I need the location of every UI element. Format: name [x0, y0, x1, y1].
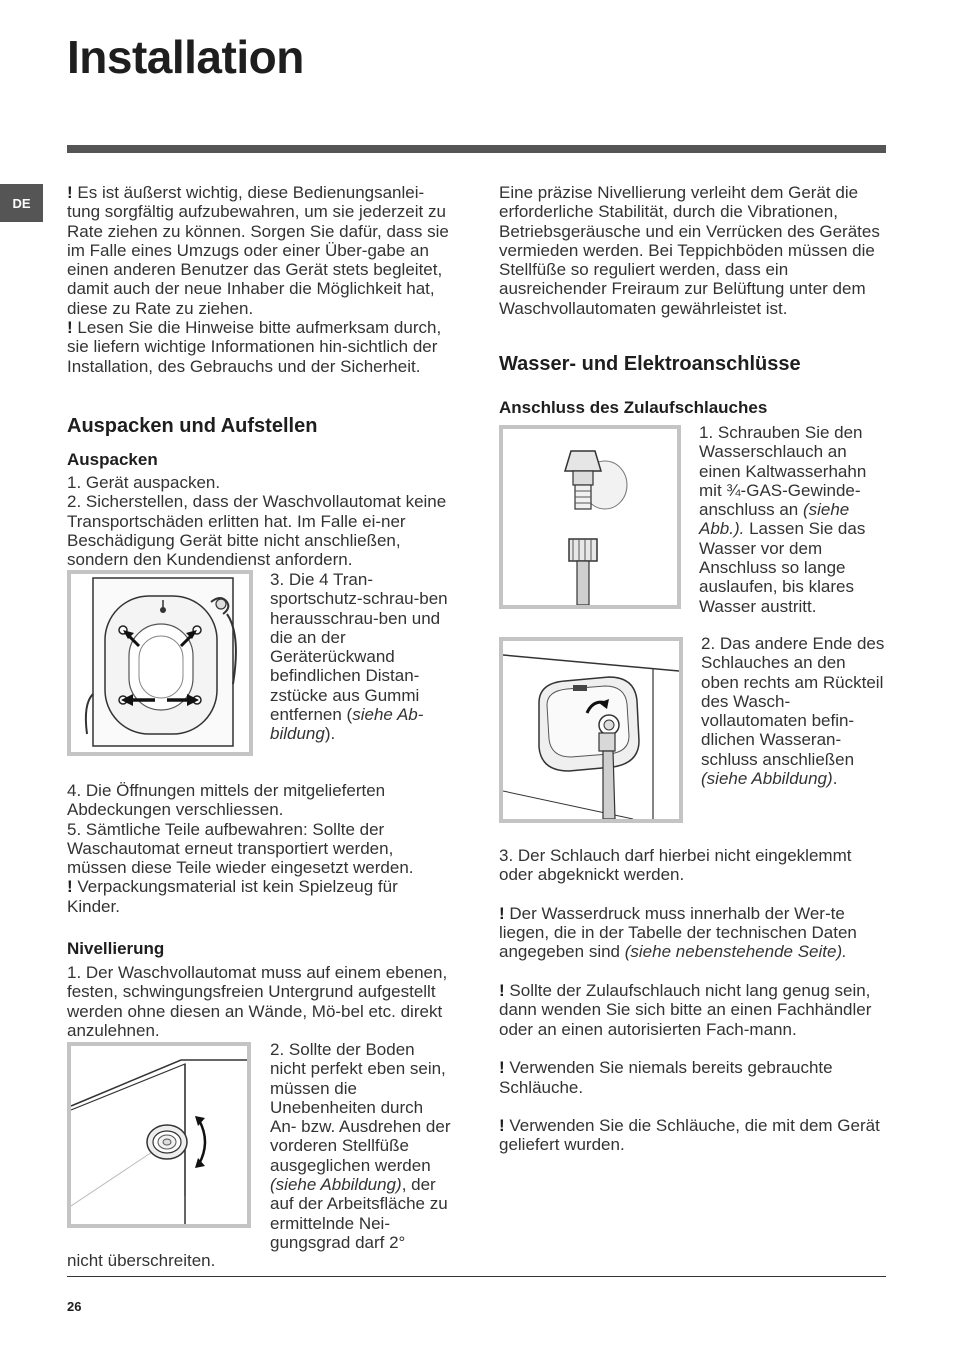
- warning-mark: !: [67, 318, 73, 338]
- leveling-feet-figure: [67, 1042, 251, 1228]
- leveling-step-2-tail: nicht überschreiten.: [67, 1251, 216, 1270]
- washer-inlet-illustration: [503, 641, 679, 819]
- unpack-step-4: 4. Die Öffnungen mittels der mitgelieferten Abdeckungen verschliessen.: [67, 781, 386, 820]
- unpack-step-3: 3. Die 4 Tran-sportschutz-schrau-ben herausschrau-ben und die an der Geräterückwand befindlichen Distan-zstücke aus Gummi entfernen (siehe Ab-bildung).: [270, 570, 448, 744]
- used-hoses-note: ! Verwenden Sie niemals bereits gebrauchte Schläuche.: [499, 1058, 833, 1097]
- unpack-subheading: Auspacken: [67, 450, 158, 469]
- unpack-step-2: 2. Sicherstellen, dass der Waschvollautomat keine Transportschäden erlitten hat. Im Falle ei-ner Beschädigung Gerät bitte nicht anschließen, sondern den Kundendienst anfordern.: [67, 492, 447, 570]
- tap-and-hose-illustration: [503, 429, 677, 605]
- warning-mark: !: [499, 981, 505, 1001]
- unpack-steps-continued: [67, 781, 452, 916]
- title-divider: [67, 145, 886, 153]
- leveling-step-1: 1. Der Waschvollautomat muss auf einem ebenen, festen, schwingungsfreien Untergrund aufgestellt werden ohne diesen an Wände, Mö-bel etc. direkt anzulehnen.: [67, 963, 448, 1040]
- hose-length-note: ! Sollte der Zulaufschlauch nicht lang genug sein, dann wenden Sie sich bitte an einen Fachhändler oder an einen autorisierten Fach-mann.: [499, 981, 872, 1039]
- hose-subheading: Anschluss des Zulaufschlauches: [499, 398, 768, 417]
- packaging-warning: ! Verpackungsmaterial ist kein Spielzeug für Kinder.: [67, 877, 398, 916]
- warning-mark: !: [67, 183, 73, 202]
- unpack-steps: [67, 473, 452, 569]
- unpack-heading: Auspacken und Aufstellen: [67, 415, 318, 437]
- language-tab: DE: [0, 184, 43, 222]
- leveling-step-2: 2. Sollte der Boden nicht perfekt eben sein, müssen die Unebenheiten durch An- bzw. Ausdrehen der vorderen Stellfüße ausgeglichen werden (siehe Abbildung), der auf der Arbeitsfläche zu ermittelnde Nei-gungsgrad darf 2°: [270, 1040, 451, 1252]
- supplied-hoses-note: ! Verwenden Sie die Schläuche, die mit dem Gerät geliefert wurden.: [499, 1116, 880, 1155]
- transport-screws-figure: [67, 570, 253, 756]
- leveling-stability-text: Eine präzise Nivellierung verleiht dem Gerät die erforderliche Stabilität, durch die Vibrationen, Betriebsgeräusche und ein Verrücken des Gerätes vermieden werden. Bei Teppichböden müssen die Stellfüße so reguliert werden, dass ein ausreichender Freiraum zur Belüftung unter dem Waschvollautomaten gewährleistet ist.: [499, 183, 880, 318]
- tap-connection-figure: [499, 425, 681, 609]
- hose-notes: [499, 846, 889, 1155]
- intro-section: [67, 183, 452, 376]
- page-number: 26: [67, 1299, 82, 1314]
- warning-mark: !: [499, 903, 505, 923]
- warning-mark: !: [499, 1058, 505, 1078]
- footer-divider: [67, 1276, 886, 1277]
- warning-mark: !: [499, 1116, 505, 1136]
- warning-mark: !: [67, 877, 73, 897]
- hose-step-1: 1. Schrauben Sie den Wasserschlauch an einen Kaltwasserhahn mit ¾-GAS-Gewinde-anschluss an (siehe Abb.). Lassen Sie das Wasser vor dem Anschluss so lange auslaufen, bis klares Wasser austritt.: [699, 423, 867, 616]
- washer-back-illustration: [71, 574, 249, 752]
- unpack-step-5: 5. Sämtliche Teile aufbewahren: Sollte der Waschautomat erneut transportiert werden, müssen diese Teile wieder eingesetzt werden.: [67, 819, 414, 878]
- leveling-subheading: Nivellierung: [67, 939, 165, 958]
- hose-step-2: 2. Das andere Ende des Schlauches an den oben rechts am Rückteil des Wasch-vollautomaten befin-dlichen Wasseran-schluss anschließen (siehe Abbildung).: [701, 634, 885, 789]
- page-title: Installation: [67, 31, 304, 83]
- intro-paragraph-1: ! Es ist äußerst wichtig, diese Bedienungsanlei-tung sorgfältig aufzubewahren, um sie jederzeit zu Rate ziehen zu können. Sorgen Sie dafür, dass sie im Falle eines Umzugs oder einer Über-gabe an einen anderen Benutzer das Gerät stets begleitet, damit auch der neue Inhaber die Möglichkeit hat, diese zu Rate zu ziehen.: [67, 183, 449, 318]
- intro-paragraph-2: ! Lesen Sie die Hinweise bitte aufmerksam durch, sie liefern wichtige Informationen hin-sichtlich der Installation, des Gebrauchs und der Sicherheit.: [67, 318, 442, 376]
- hose-step-3: 3. Der Schlauch darf hierbei nicht eingeklemmt oder abgeknickt werden.: [499, 846, 852, 885]
- unpack-step-1: 1. Gerät auspacken.: [67, 473, 221, 492]
- pressure-note: ! Der Wasserdruck muss innerhalb der Wer-te liegen, die in der Tabelle der technischen Daten angegeben sind (siehe nebenstehende Seite).: [499, 903, 857, 962]
- water-heading: Wasser- und Elektroanschlüsse: [499, 353, 801, 375]
- back-connection-figure: [499, 637, 683, 823]
- adjustable-foot-illustration: [71, 1046, 247, 1224]
